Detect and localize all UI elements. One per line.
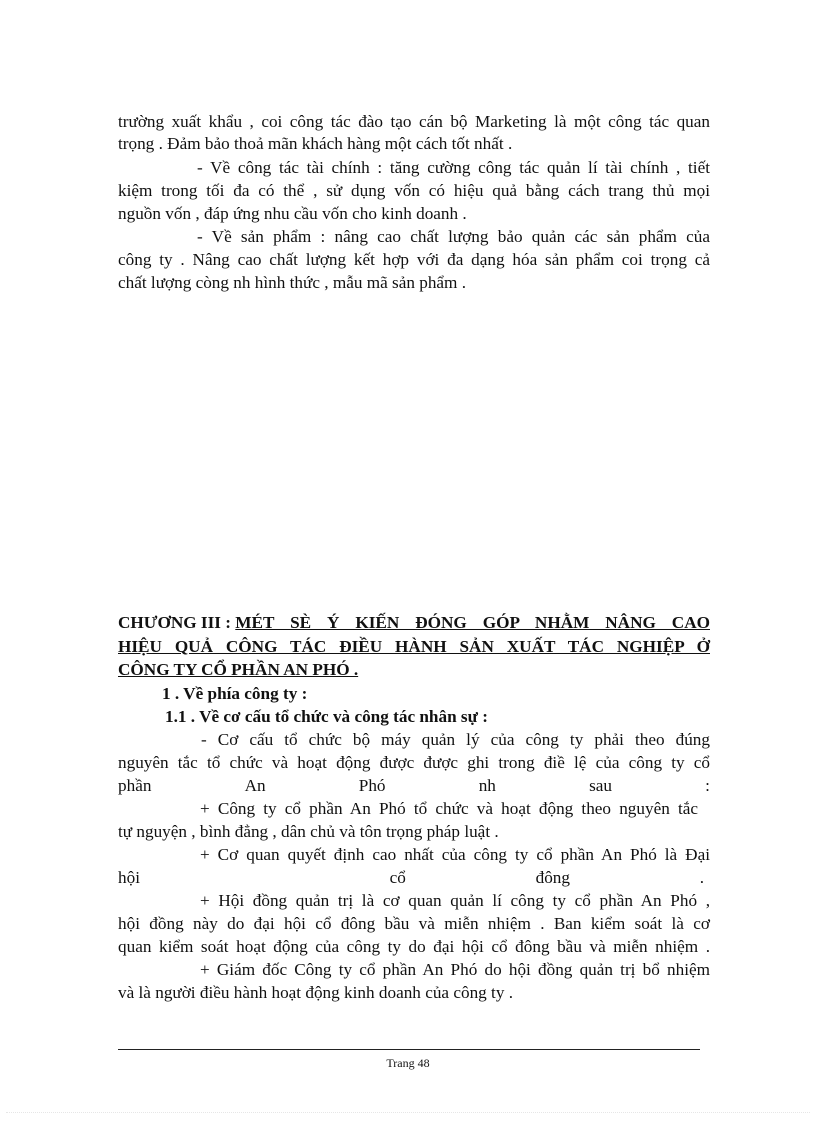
text-line: nguồn vốn , đáp ứng nhu cầu vốn cho kinh doanh . [118,204,467,223]
chapter-prefix: CHƯƠNG III : [118,613,236,632]
text-line-spread: hội cổ đông . [118,868,704,887]
chapter-title [118,612,710,634]
text-line: kiệm trong tối đa có thể , sử dụng vốn có hiệu quả bằng cách trang thủ mọi [118,181,710,200]
text-line: công ty . Nâng cao chất lượng kết hợp với đa dạng hóa sản phẩm coi trọng cả [118,250,710,269]
chapter-title-line-1: MÉT SÈ Ý KIẾN ĐÓNG GÓP NHẰM NÂNG CAO [235,613,710,632]
footer-divider [118,1049,700,1050]
text-line: - Về công tác tài chính : tăng cường công tác quản lí tài chính , tiết [197,158,710,177]
text-line: + Cơ quan quyết định cao nhất của công ty cổ phần An Phó là Đại [200,845,710,864]
text-line: nguyên tắc tổ chức và hoạt động được được ghi trong điề lệ của công ty cổ [118,753,710,772]
subsection-heading: 1.1 . Về cơ cấu tổ chức và công tác nhân sự : [165,707,488,726]
text-line: tự nguyện , bình đẳng , dân chủ và tôn trọng pháp luật . [118,822,499,841]
page-edge [6,1112,810,1113]
text-line: hội đồng này do đại hội cổ đông bầu và miễn nhiệm . Ban kiểm soát là cơ [118,914,710,933]
text-line: - Cơ cấu tổ chức bộ máy quản lý của công ty phải theo đúng [201,730,710,749]
text-line: + Công ty cổ phần An Phó tổ chức và hoạt động theo nguyên tắc [200,799,698,818]
text-line: quan kiểm soát hoạt động của công ty do đại hội cổ đông bầu và miễn nhiệm . [118,937,710,956]
text-line: chất lượng còng nh hình thức , mẫu mã sản phẩm . [118,273,467,292]
text-line: + Hội đồng quản trị là cơ quan quản lí công ty cổ phần An Phó , [200,891,710,910]
chapter-title-line-2: HIỆU QUẢ CÔNG TÁC ĐIỀU HÀNH SẢN XUẤT TÁC NGHIỆP Ở [118,637,710,656]
text-line-spread: phần An Phó nh sau : [118,776,710,795]
text-line: + Giám đốc Công ty cổ phần An Phó do hội đồng quản trị bổ nhiệm [200,960,710,979]
chapter-title-line-3: CÔNG TY CỔ PHẦN AN PHÓ . [118,660,359,679]
text-line: trường xuất khẩu , coi công tác đào tạo cán bộ Marketing là một công tác quan [118,112,710,131]
text-line: và là người điều hành hoạt động kinh doanh của công ty . [118,983,514,1002]
text-line: - Về sản phẩm : nâng cao chất lượng bảo quản các sản phẩm của [197,227,710,246]
text-line: trọng . Đảm bảo thoả mãn khách hàng một cách tốt nhất . [118,134,513,153]
section-heading: 1 . Về phía công ty : [162,684,308,703]
page-number: Trang 48 [386,1056,430,1070]
